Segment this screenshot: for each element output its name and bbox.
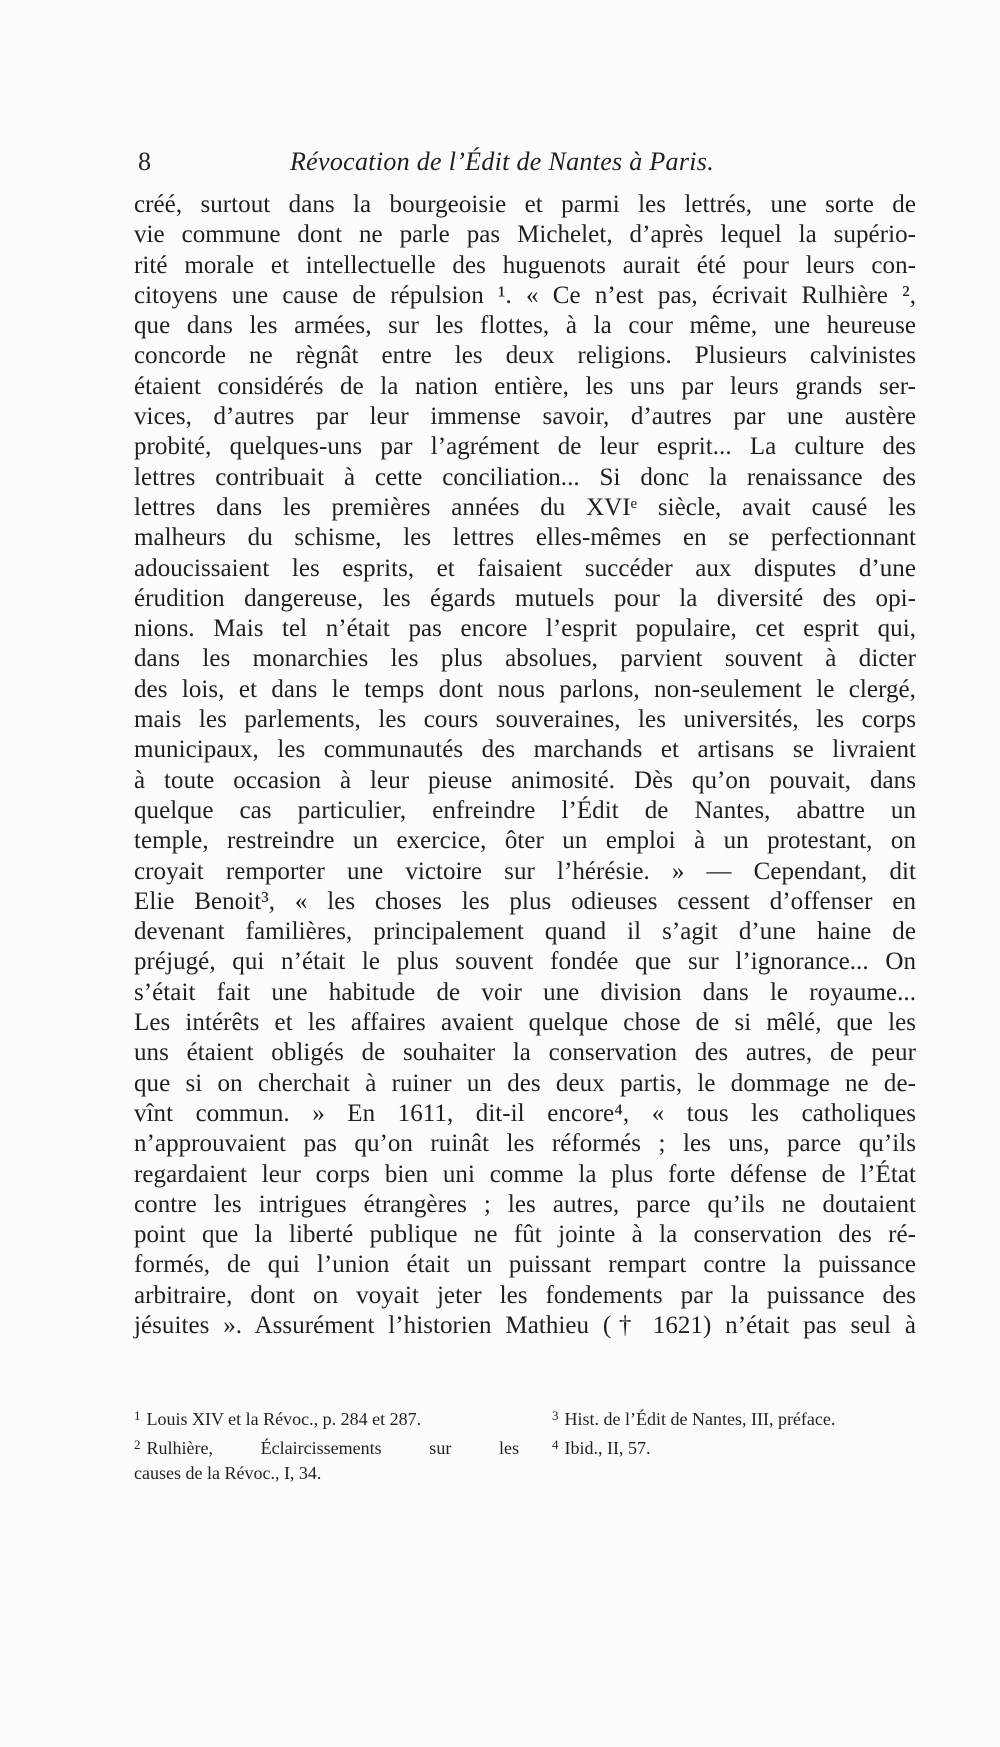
body-line: malheurs du schisme, les lettres elles-mêmes en se perfectionnant [134,524,916,552]
body-line: préjugé, qui n’était le plus souvent fondée que sur l’ignorance... On [134,948,916,976]
footnote-1 [134,1403,519,1432]
body-line: point que la liberté publique ne fût jointe à la conservation des ré- [134,1221,916,1249]
body-line: croyait remporter une victoire sur l’hérésie. » — Cependant, dit [134,857,916,885]
body-line: que si on cherchait à ruiner un des deux partis, le dommage ne de- [134,1069,916,1097]
body-line: nions. Mais tel n’était pas encore l’esprit populaire, cet esprit qui, [134,615,916,643]
footnotes-left-column [134,1403,519,1486]
footnote-text: Hist. de l’Édit de Nantes, III, préface. [564,1409,836,1429]
footnote-text: causes de la Révoc., I, 34. [134,1463,322,1483]
body-line: vînt commun. » En 1611, dit-il encore⁴, « tous les catholiques [134,1099,916,1127]
body-line: dans les monarchies les plus absolues, parvient souvent à dicter [134,645,916,673]
body-line: quelque cas particulier, enfreindre l’Édit de Nantes, abattre un [134,796,916,824]
body-line: étaient considérés de la nation entière, les uns par leurs grands ser- [134,372,916,400]
body-line: n’approuvaient pas qu’on ruinât les réformés ; les uns, parce qu’ils [134,1130,916,1158]
running-head [138,142,918,182]
body-line: que dans les armées, sur les flottes, à la cour même, une heureuse [134,312,916,340]
body-line: adoucissaient les esprits, et faisaient succéder aux disputes d’une [134,554,916,582]
footnote-text: Ibid., II, 57. [564,1438,651,1458]
body-line: à toute occasion à leur pieuse animosité. Dès qu’on pouvait, dans [134,766,916,794]
body-line: s’était fait une habitude de voir une division dans le royaume... [134,978,916,1006]
running-title: Révocation de l’Édit de Nantes à Paris. [290,147,715,176]
footnote-mark: 1 [134,1408,141,1423]
body-line: vie commune dont ne parle pas Michelet, d’après lequel la supério- [134,221,916,249]
footnote-text: Louis XIV et la Révoc., p. 284 et 287. [146,1409,422,1429]
footnotes [134,1403,916,1483]
body-line: temple, restreindre un exercice, ôter un emploi à un protestant, on [134,827,916,855]
body-line: probité, quelques-uns par l’agrément de leur esprit... La culture des [134,433,916,461]
body-line: rité morale et intellectuelle des huguenots aurait été pour leurs con- [134,251,916,279]
footnote-text: Rulhière, Éclaircissements sur les [146,1438,519,1458]
body-line: mais les parlements, les cours souveraines, les universités, les corps [134,706,916,734]
body-line: formés, de qui l’union était un puissant rempart contre la puissance [134,1251,916,1279]
body-line: municipaux, les communautés des marchands et artisans se livraient [134,736,916,764]
body-line: uns étaient obligés de souhaiter la conservation des autres, de peur [134,1039,916,1067]
footnote-2 [134,1432,519,1461]
body-line: contre les intrigues étrangères ; les autres, parce qu’ils ne doutaient [134,1190,916,1218]
footnotes-right-column [552,1403,918,1461]
body-line: créé, surtout dans la bourgeoisie et parmi les lettrés, une sorte de [134,191,916,218]
body-line: des lois, et dans le temps dont nous parlons, non-seulement le clergé, [134,675,916,703]
body-line: concorde ne règnât entre les deux religions. Plusieurs calvinistes [134,342,916,370]
body-line: arbitraire, dont on voyait jeter les fondements par la puissance des [134,1281,916,1309]
body-line: érudition dangereuse, les égards mutuels pour la diversité des opi- [134,584,916,612]
body-line: lettres dans les premières années du XVIᵉ siècle, avait causé les [134,493,916,521]
body-line: vices, d’autres par leur immense savoir, d’autres par une austère [134,403,916,431]
footnote-mark: 2 [134,1437,141,1452]
body-line: lettres contribuait à cette conciliation... Si donc la renaissance des [134,463,916,491]
footnote-3 [552,1403,918,1432]
page-number: 8 [138,147,151,176]
body-line: jésuites ». Assurément l’historien Mathieu († 1621) n’était pas seul à [134,1311,916,1339]
body-text [134,190,916,1341]
body-line: devenant familières, principalement quand il s’agit d’une haine de [134,918,916,946]
footnote-mark: 3 [552,1408,559,1423]
body-line: Les intérêts et les affaires avaient quelque chose de si mêlé, que les [134,1009,916,1037]
body-line: regardaient leur corps bien uni comme la plus forte défense de l’État [134,1160,916,1188]
footnote-2-continuation [134,1461,519,1486]
footnote-mark: 4 [552,1437,559,1452]
body-line: Elie Benoit³, « les choses les plus odieuses cessent d’offenser en [134,887,916,915]
footnote-4 [552,1432,918,1461]
body-line: citoyens une cause de répulsion ¹. « Ce n’est pas, écrivait Rulhière ², [134,281,916,309]
